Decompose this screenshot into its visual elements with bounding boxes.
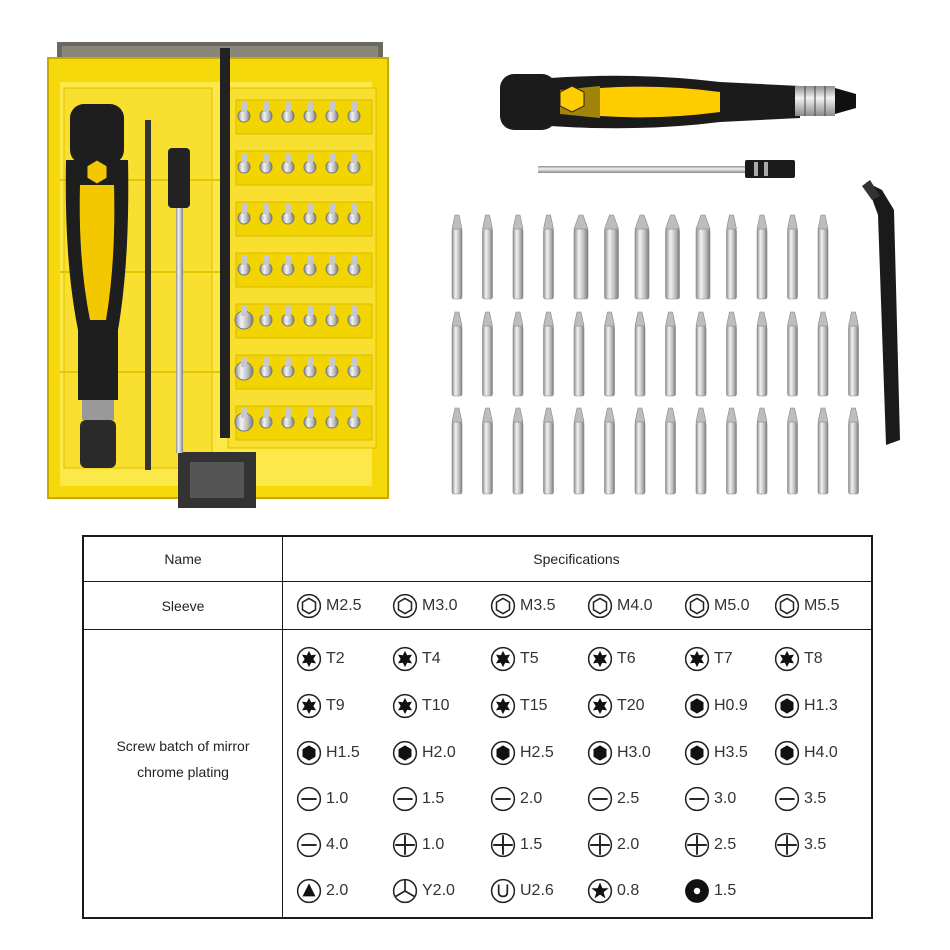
loose-bit [513,422,523,494]
spec-value: 4.0 [326,836,349,853]
spec-value: Y2.0 [422,882,455,899]
hex-socket-icon [587,593,613,619]
spec-item [684,785,736,813]
case-bit-tip [351,306,357,316]
spec-item [296,739,360,767]
loose-bit [605,422,615,494]
case-bit-tip [307,255,313,265]
hex-icon [684,740,710,766]
spec-value: M5.0 [714,597,750,614]
loose-bit-tip [818,408,828,422]
spec-value: 2.5 [617,790,640,807]
hex-icon [392,740,418,766]
loose-bit [666,229,680,299]
phillips-icon [392,832,418,858]
phillips-icon [684,832,710,858]
spec-item [296,645,345,673]
hex-icon [587,740,613,766]
spec-value: U2.6 [520,882,554,899]
case-bit-tip [285,408,291,418]
phillips-icon [587,832,613,858]
loose-bit-tip [635,215,649,229]
phillips-icon [490,832,516,858]
spec-value: H0.9 [714,697,748,714]
case-bit-tip [329,102,335,112]
case-extension-rod [145,120,151,470]
table-divider-vertical [282,537,283,917]
spec-value: T20 [617,697,645,714]
loose-bit-tip [452,312,462,326]
loose-bit [696,326,706,396]
spec-value: 2.0 [326,882,349,899]
case-bit-tip [285,357,291,367]
hex-icon [684,693,710,719]
pentalobe-icon [587,878,613,904]
slotted-icon [684,786,710,812]
spec-item [392,831,444,859]
hex-socket-icon [392,593,418,619]
spec-item [774,692,838,720]
spec-item [774,831,826,859]
loose-bit-tip [452,408,462,422]
hex-socket-icon [296,593,322,619]
case-bit-tip [241,153,247,163]
case-bit-tip [307,306,313,316]
spec-value: M5.5 [804,597,840,614]
loose-bit-tip [605,215,619,229]
loose-bit [666,326,676,396]
loose-bit-tip [666,215,680,229]
loose-bit-tip [788,215,798,229]
loose-bit [788,422,798,494]
torx-icon [587,646,613,672]
case-bit-tip [241,204,247,214]
loose-bit [788,326,798,396]
case-bit-tip [329,357,335,367]
spec-value: 3.5 [804,790,827,807]
loose-bit [635,422,645,494]
loose-bit [513,326,523,396]
case-bit-tip [285,153,291,163]
spec-item [587,692,645,720]
hex-socket-icon [774,593,800,619]
case-bit-tip [351,204,357,214]
loose-bit-tip [483,408,493,422]
spec-value: T9 [326,697,345,714]
spec-value: 3.5 [804,836,827,853]
slotted-icon [392,786,418,812]
spec-value: T2 [326,650,345,667]
loose-bit-tip [818,215,828,229]
row-label-bits [84,733,282,785]
loose-bit-tip [574,215,588,229]
hex-icon [774,693,800,719]
case-bit-tip [351,357,357,367]
loose-bit [696,229,710,299]
loose-bit-tip [727,215,737,229]
slotted-icon [774,786,800,812]
row-label-bits-line2: chrome plating [137,764,229,780]
spec-value: T6 [617,650,636,667]
loose-bit-tip [483,312,493,326]
loose-bit-tip [757,215,767,229]
case-bit-tip [263,153,269,163]
case-bit-tip [263,408,269,418]
loose-bit-tip [757,408,767,422]
case-bit-tip [307,357,313,367]
spec-value: H4.0 [804,744,838,761]
loose-bit-tip [696,215,710,229]
torx-icon [296,693,322,719]
loose-bit-tip [574,408,584,422]
loose-bit [818,326,828,396]
case-bit-tip [285,306,291,316]
spec-value: M2.5 [326,597,362,614]
spec-item [490,831,542,859]
spec-value: 2.0 [520,790,543,807]
loose-bit [757,422,767,494]
spec-value: T4 [422,650,441,667]
case-bit-tip [329,306,335,316]
loose-bit [818,229,828,299]
spec-item [774,592,840,620]
spec-value: H1.5 [326,744,360,761]
spec-value: 1.5 [422,790,445,807]
spec-item [490,785,542,813]
spec-item [392,739,456,767]
spec-item [684,645,733,673]
loose-bit [788,229,798,299]
hex-icon [490,740,516,766]
loose-bit [483,229,493,299]
spec-value: M3.5 [520,597,556,614]
spec-value: H1.3 [804,697,838,714]
torx-icon [490,646,516,672]
row-label-bits-line1: Screw batch of mirror [116,738,250,754]
torx-icon [392,646,418,672]
extension-rod [538,160,795,178]
case-bit-tip [351,102,357,112]
spec-item [490,645,539,673]
spec-item [490,692,548,720]
loose-bit [757,326,767,396]
loose-bit-grid [452,215,859,494]
spec-value: 2.5 [714,836,737,853]
loose-bit-tip [452,215,462,229]
loose-bit [727,422,737,494]
header-specifications: Specifications [533,551,620,567]
torx-icon [684,646,710,672]
loose-bit [849,326,859,396]
loose-bit-tip [513,408,523,422]
pin-hole-icon [684,878,710,904]
loose-bit [849,422,859,494]
spec-value: T10 [422,697,450,714]
loose-bit-tip [849,408,859,422]
spec-value: T5 [520,650,539,667]
case-bit-tip [307,153,313,163]
spec-value: 3.0 [714,790,737,807]
spec-item [684,592,750,620]
loose-bit-tip [727,312,737,326]
case-bit-tip [351,408,357,418]
case-bit-tip [241,408,247,418]
loose-bit [605,326,615,396]
case-bit-tip [285,204,291,214]
spec-value: T7 [714,650,733,667]
case-bit-tip [263,255,269,265]
spec-table [82,535,873,919]
spec-value: 1.5 [714,882,737,899]
spec-value: H2.5 [520,744,554,761]
torx-icon [392,693,418,719]
spec-value: H3.0 [617,744,651,761]
spec-item [296,592,362,620]
loose-bit [727,326,737,396]
loose-bit [635,229,649,299]
spec-item [392,692,450,720]
y-tip-icon [392,878,418,904]
case-bit-tip [241,255,247,265]
spec-value: T15 [520,697,548,714]
loose-bit [696,422,706,494]
loose-bit [574,326,584,396]
spec-value: 2.0 [617,836,640,853]
case-bit-tip [307,408,313,418]
spec-item [587,877,639,905]
loose-bit-tip [605,408,615,422]
slotted-icon [296,786,322,812]
loose-bit-tip [574,312,584,326]
loose-bit [452,229,462,299]
loose-bit [605,229,619,299]
spec-value: H2.0 [422,744,456,761]
loose-bit [452,326,462,396]
loose-bit-tip [788,408,798,422]
loose-bit-tip [666,408,676,422]
spec-value: H3.5 [714,744,748,761]
spec-value: 1.0 [422,836,445,853]
slotted-icon [490,786,516,812]
loose-bit-tip [666,312,676,326]
torx-icon [587,693,613,719]
triangle-icon [296,878,322,904]
case-bit-tip [263,306,269,316]
slotted-icon [296,832,322,858]
loose-bit [452,422,462,494]
loose-bit-tip [605,312,615,326]
case-bit-tip [307,204,313,214]
spec-value: 1.5 [520,836,543,853]
u-tip-icon [490,878,516,904]
case-bit-tip [241,357,247,367]
case-bit-tip [263,102,269,112]
case-bit-tip [241,102,247,112]
case-bit-tip [307,102,313,112]
spec-item [490,739,554,767]
torx-icon [296,646,322,672]
loose-bit [818,422,828,494]
case-bit-tip [329,408,335,418]
loose-bit [513,229,523,299]
spec-item [490,592,556,620]
spec-value: 0.8 [617,882,640,899]
loose-bit-tip [544,408,554,422]
spec-value: 1.0 [326,790,349,807]
loose-bit [483,422,493,494]
loose-bit [666,422,676,494]
spec-item [684,692,748,720]
case-bit-tip [329,255,335,265]
spec-item [490,877,554,905]
spec-item [296,831,348,859]
loose-bit-tip [635,408,645,422]
spec-item [587,739,651,767]
loose-bit [483,326,493,396]
case-bit-tip [285,255,291,265]
loose-bit [757,229,767,299]
loose-bit-tip [544,312,554,326]
case-bit-tip [351,255,357,265]
tweezers [862,180,900,445]
spec-item [587,831,639,859]
loose-bit [544,422,554,494]
spec-item [684,877,736,905]
loose-bit-tip [696,408,706,422]
spec-item [774,785,826,813]
spec-item [392,785,444,813]
loose-bit-tip [757,312,767,326]
header-name: Name [164,551,202,567]
case-bit-tip [263,357,269,367]
loose-bit [727,229,737,299]
loose-bit [635,326,645,396]
case-driver-holder [168,148,190,208]
case-bit-tip [285,102,291,112]
spec-item [684,739,748,767]
table-divider [84,581,871,582]
hex-icon [774,740,800,766]
spec-item [684,831,736,859]
case-bit-tip [329,153,335,163]
loose-bit-tip [544,215,554,229]
case-bit-tip [329,204,335,214]
spec-value: T8 [804,650,823,667]
spec-item [392,877,455,905]
table-divider [84,629,871,630]
screwdriver-handle [500,74,856,130]
loose-bit [544,229,554,299]
hex-icon [296,740,322,766]
loose-bit-tip [513,215,523,229]
spec-value: M4.0 [617,597,653,614]
spec-value: M3.0 [422,597,458,614]
loose-bit-tip [483,215,493,229]
spec-item [774,739,838,767]
spec-item [392,592,458,620]
loose-bit-tip [818,312,828,326]
loose-bit-tip [635,312,645,326]
case-bit-tip [263,204,269,214]
torx-icon [490,693,516,719]
loose-bit-tip [727,408,737,422]
hex-socket-icon [684,593,710,619]
loose-bit [574,422,584,494]
loose-bit-tip [849,312,859,326]
row-label-sleeve: Sleeve [161,598,205,614]
spec-item [296,785,348,813]
loose-bit-tip [696,312,706,326]
case-bit-tip [241,306,247,316]
case-bit-tip [351,153,357,163]
torx-icon [774,646,800,672]
spec-item [587,785,639,813]
loose-bit-tip [788,312,798,326]
loose-bit [544,326,554,396]
spec-item [774,645,823,673]
spec-item [296,692,345,720]
phillips-icon [774,832,800,858]
hex-socket-icon [490,593,516,619]
spec-item [392,645,441,673]
loose-bit [574,229,588,299]
spec-item [587,645,636,673]
spec-item [296,877,348,905]
case-bit-rows [235,100,372,440]
spec-item [587,592,653,620]
slotted-icon [587,786,613,812]
loose-bit-tip [513,312,523,326]
